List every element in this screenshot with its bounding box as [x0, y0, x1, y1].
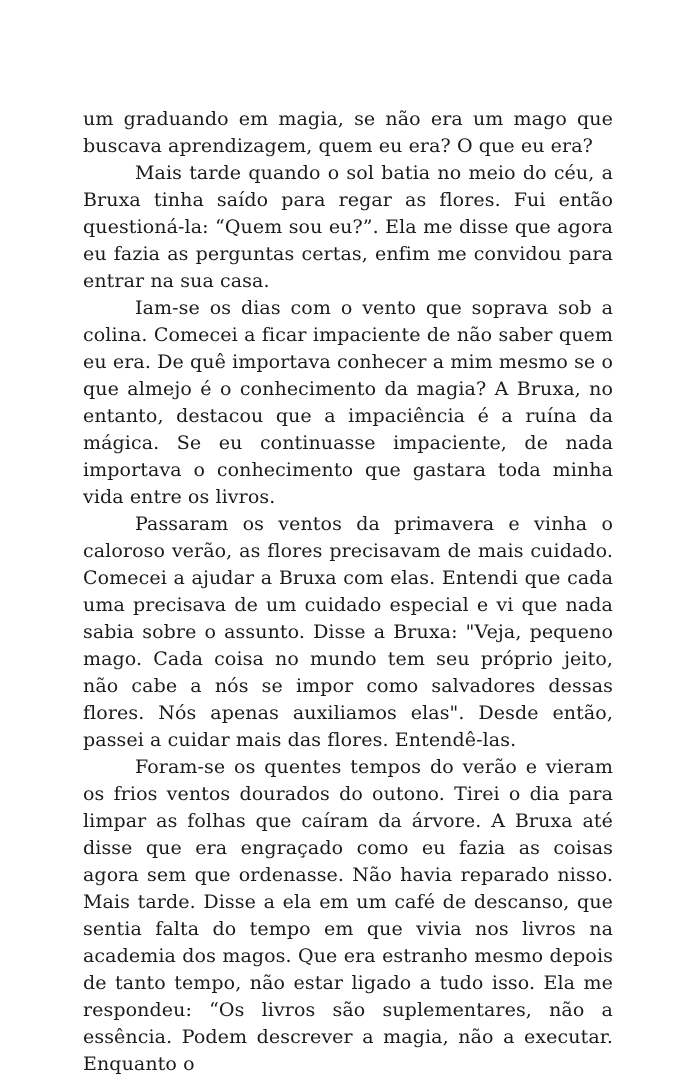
paragraph: Foram-se os quentes tempos do verão e vieram os frios ventos dourados do outono. Tirei o dia para limpar as folhas que caíram da árvore. A Bruxa até disse que era engraçado como eu fazia as coisas agora sem que ordenasse. Não havia reparado nisso. Mais tarde. Disse a ela em um café de descanso, que sentia falta do tempo em que vivia nos livros na academia dos magos. Que era estranho mesmo depois de tanto tempo, não estar ligado a tudo isso. Ela me respondeu: “Os livros são suplementares, não a essência. Podem descrever a magia, não a executar. Enquanto o — [83, 756, 613, 1075]
paragraph: Iam-se os dias com o vento que soprava sob a colina. Comecei a ficar impaciente de não saber quem eu era. De quê importava conhecer a mim mesmo se o que almejo é o conhecimento da magia? A Bruxa, no entanto, destacou que a impaciência é a ruína da mágica. Se eu continuasse impaciente, de nada importava o conhecimento que gastara toda minha vida entre os livros. — [83, 297, 613, 508]
body-text-block — [83, 106, 613, 1078]
paragraph-continuation: um graduando em magia, se não era um mago que buscava aprendizagem, quem eu era? O que eu era? — [83, 108, 613, 157]
paragraph: Passaram os ventos da primavera e vinha o caloroso verão, as flores precisavam de mais cuidado. Comecei a ajudar a Bruxa com elas. Entendi que cada uma precisava de um cuidado especial e vi que nada sabia sobre o assunto. Disse a Bruxa: "Veja, pequeno mago. Cada coisa no mundo tem seu próprio jeito, não cabe a nós se impor como salvadores dessas flores. Nós apenas auxiliamos elas". Desde então, passei a cuidar mais das flores. Entendê-las. — [83, 513, 613, 751]
paragraph: Mais tarde quando o sol batia no meio do céu, a Bruxa tinha saído para regar as flores. Fui então questioná-la: “Quem sou eu?”. Ela me disse que agora eu fazia as perguntas certas, enfim me convidou para entrar na sua casa. — [83, 162, 613, 292]
